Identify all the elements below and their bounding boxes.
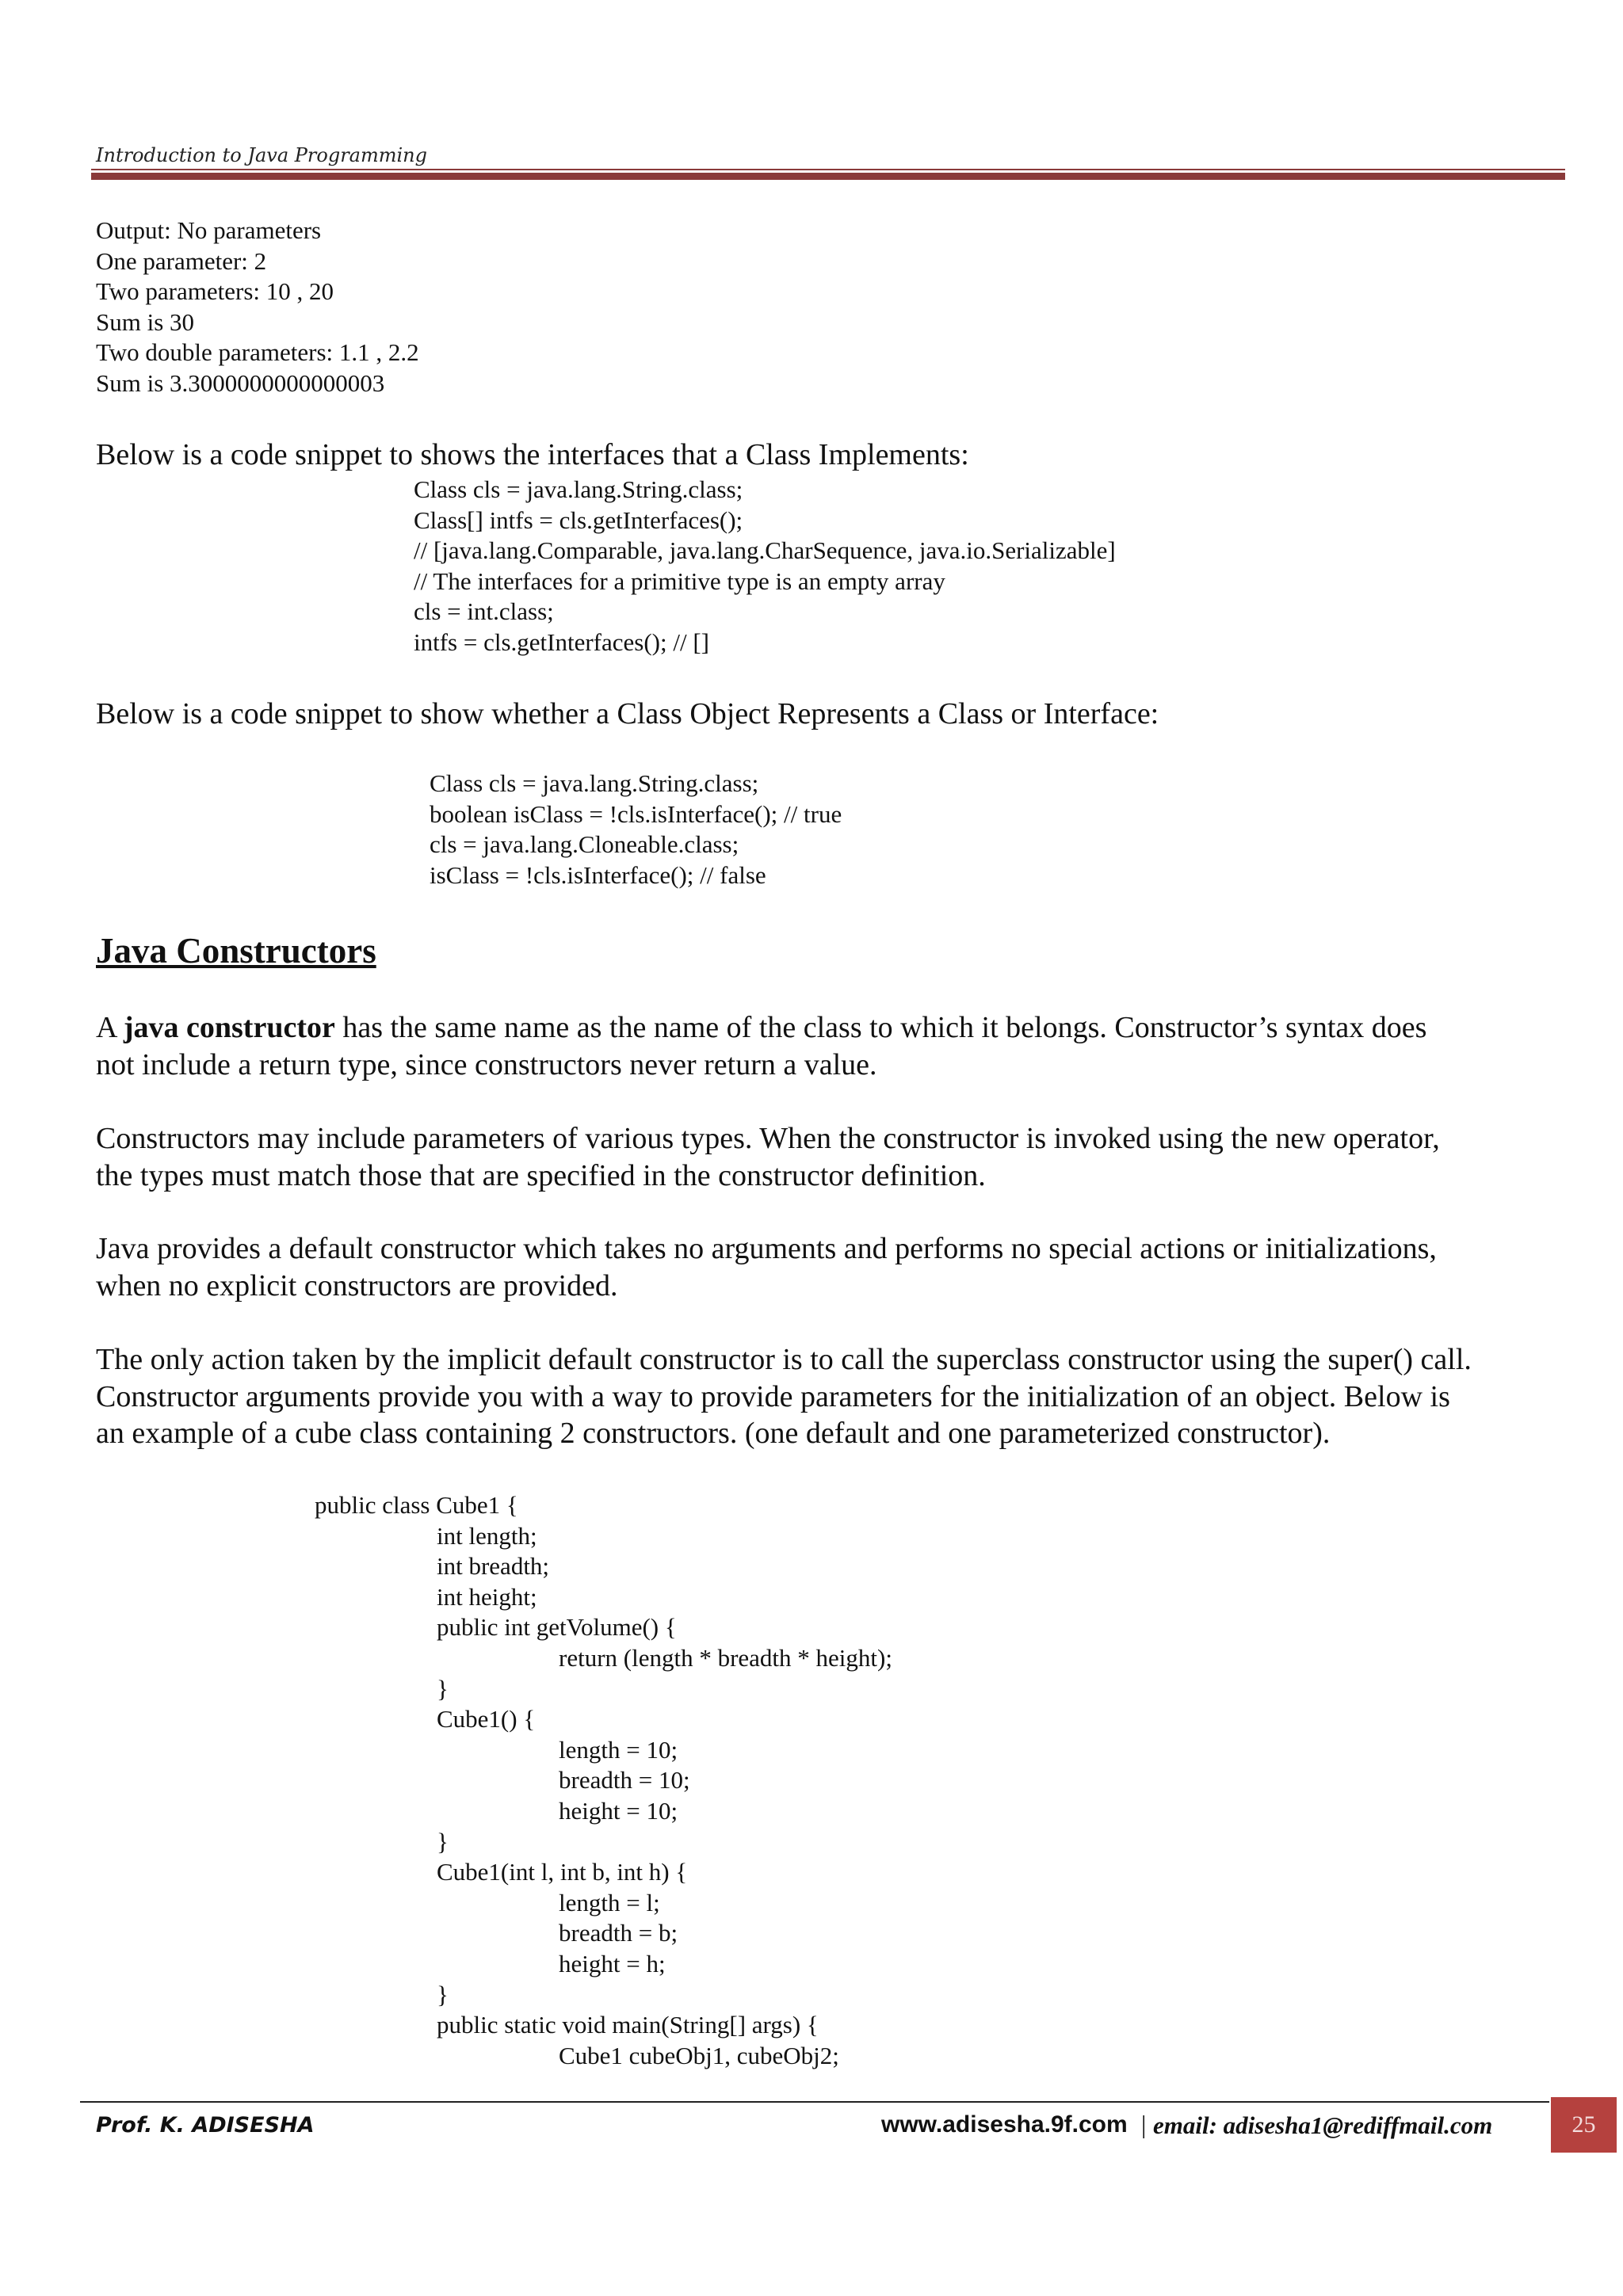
code-line: breadth = b; (559, 1919, 678, 1947)
code-line: height = h; (559, 1949, 666, 1978)
code-line: } (437, 1980, 449, 2008)
class-or-interface-intro: Below is a code snippet to show whether a Class Object Represents a Class or Interface: (96, 697, 1159, 730)
interfaces-code (414, 475, 1116, 658)
code-line: boolean isClass = !cls.isInterface(); // true (430, 799, 842, 828)
cube-class-code (315, 1490, 892, 2071)
paragraph-implicit-constructor: The only action taken by the implicit default constructor is to call the superclass constructor using the super() call. Constructor arguments provide you with a way to provide parameters for the initialization of an object. Below is an example of a cube class containing 2 constructors. (one default and one parameterized constructor). (96, 1343, 1472, 1450)
output-line: Sum is 3.3000000000000003 (96, 368, 385, 397)
code-line: public class Cube1 { (315, 1491, 518, 1519)
footer-separator: | (1141, 2110, 1147, 2138)
header-rule-thin (91, 169, 1565, 170)
code-line: Class cls = java.lang.String.class; (414, 475, 743, 503)
output-line: Two parameters: 10 , 20 (96, 277, 334, 306)
code-line: Class[] intfs = cls.getInterfaces(); (414, 505, 743, 534)
code-line: length = l; (559, 1888, 660, 1917)
footer-author: Prof. K. ADISESHA (96, 2113, 315, 2138)
code-line: Cube1() { (437, 1705, 536, 1733)
footer-rule (80, 2101, 1549, 2103)
code-line: return (length * breadth * height); (559, 1643, 892, 1672)
paragraph-default-constructor: Java provides a default constructor which takes no arguments and performs no special actions or initializations, when no explicit constructors are provided. (96, 1232, 1437, 1302)
code-line: } (437, 1674, 449, 1703)
output-line: Sum is 30 (96, 307, 195, 336)
code-line: // [java.lang.Comparable, java.lang.CharSequence, java.io.Serializable] (414, 536, 1116, 565)
code-line: breadth = 10; (559, 1766, 690, 1794)
code-line: cls = java.lang.Cloneable.class; (430, 830, 739, 859)
code-line: Cube1 cubeObj1, cubeObj2; (559, 2041, 839, 2069)
code-line: Class cls = java.lang.String.class; (430, 769, 759, 797)
paragraph-constructor-parameters: Constructors may include parameters of various types. When the constructor is invoked using the new operator, the types must match those that are specified in the constructor definition. (96, 1122, 1440, 1192)
p1-bold-term: java constructor (123, 1011, 335, 1044)
paragraph-constructor-definition (96, 1009, 1426, 1083)
footer-website-link[interactable]: www.adisesha.9f.com (881, 2111, 1128, 2138)
code-line: int length; (437, 1521, 537, 1550)
code-line: // The interfaces for a primitive type is an empty array (414, 566, 945, 595)
page-number: 25 (1571, 2111, 1596, 2138)
code-line: } (437, 1827, 449, 1855)
code-line: length = 10; (559, 1735, 678, 1764)
code-line: int breadth; (437, 1552, 550, 1581)
output-line: One parameter: 2 (96, 246, 267, 275)
code-line: public static void main(String[] args) { (437, 2011, 819, 2039)
footer-email[interactable]: email: adisesha1@rediffmail.com (1153, 2111, 1493, 2139)
code-line: int height; (437, 1582, 537, 1611)
code-line: Cube1(int l, int b, int h) { (437, 1858, 688, 1886)
output-block (96, 215, 419, 399)
page-header-title: Introduction to Java Programming (96, 144, 427, 166)
output-line: Output: No parameters (96, 216, 322, 244)
class-or-interface-code (430, 769, 842, 891)
p1-line2: not include a return type, since constructors never return a value. (96, 1047, 877, 1081)
page-number-badge (1551, 2097, 1617, 2153)
code-line: isClass = !cls.isInterface(); // false (430, 860, 766, 889)
code-line: height = 10; (559, 1796, 678, 1825)
code-line: intfs = cls.getInterfaces(); // [] (414, 627, 709, 656)
header-rule-thick (91, 173, 1565, 180)
code-line: cls = int.class; (414, 597, 554, 626)
output-line: Two double parameters: 1.1 , 2.2 (96, 338, 419, 367)
p1-prefix: A (96, 1011, 124, 1044)
p1-rest: has the same name as the name of the class to which it belongs. Constructor’s syntax does (334, 1011, 1427, 1044)
interfaces-intro: Below is a code snippet to shows the interfaces that a Class Implements: (96, 438, 969, 471)
section-heading: Java Constructors (96, 931, 376, 971)
code-line: public int getVolume() { (437, 1613, 677, 1642)
